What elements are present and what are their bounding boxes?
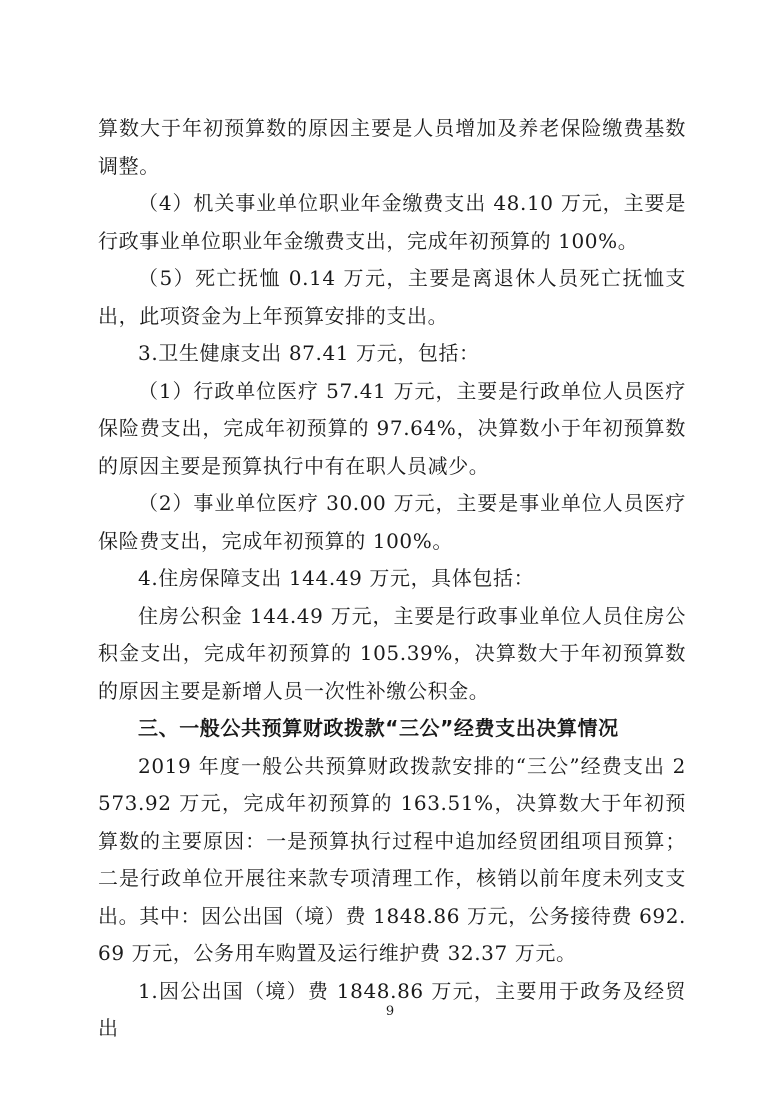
paragraph-occupational-annuity: （4）机关事业单位职业年金缴费支出 48.10 万元，主要是行政事业单位职业年金缴费支出，完成年初预算的 100%。 (98, 191, 686, 253)
paragraph-overseas-travel: 1.因公出国（境）费 1848.86 万元，主要用于政务及经贸出 (98, 978, 686, 1040)
paragraph-death-pension: （5）死亡抚恤 0.14 万元，主要是离退休人员死亡抚恤支出，此项资金为上年预算安排的支出。 (98, 266, 686, 328)
section-heading-three-public: 三、一般公共预算财政拨款“三公”经费支出决算情况 (138, 716, 619, 740)
paragraph-admin-medical: （1）行政单位医疗 57.41 万元，主要是行政单位人员医疗保险费支出，完成年初预算的 97.64%，决算数小于年初预算数的原因主要是预算执行中有在职人员减少。 (98, 378, 686, 478)
document-body (98, 110, 686, 1048)
page-number: 9 (385, 1004, 395, 1019)
paragraph-housing-fund: 住房公积金 144.49 万元，主要是行政事业单位人员住房公积金支出，完成年初预算的 105.39%，决算数大于年初预算数的原因主要是新增人员一次性补缴公积金。 (98, 603, 686, 703)
paragraph-three-public-summary: 2019 年度一般公共预算财政拨款安排的“三公”经费支出 2573.92 万元，完成年初预算的 163.51%，决算数大于年初预算数的主要原因：一是预算执行过程中追加经贸团组项目预算；二是行政单位开展往来款专项清理工作，核销以前年度未列支支出。其中：因公出国（境）费 1848.86 万元，公务接待费 692.69 万元，公务用车购置及运行维护费 32.37 万元。 (98, 753, 686, 965)
paragraph-health-expenditure: 3.卫生健康支出 87.41 万元，包括： (138, 341, 480, 365)
paragraph-continuation: 算数大于年初预算数的原因主要是人员增加及养老保险缴费基数调整。 (98, 116, 686, 178)
paragraph-institution-medical: （2）事业单位医疗 30.00 万元，主要是事业单位人员医疗保险费支出，完成年初预算的 100%。 (98, 491, 686, 553)
paragraph-housing-expenditure: 4.住房保障支出 144.49 万元，具体包括： (138, 566, 535, 590)
